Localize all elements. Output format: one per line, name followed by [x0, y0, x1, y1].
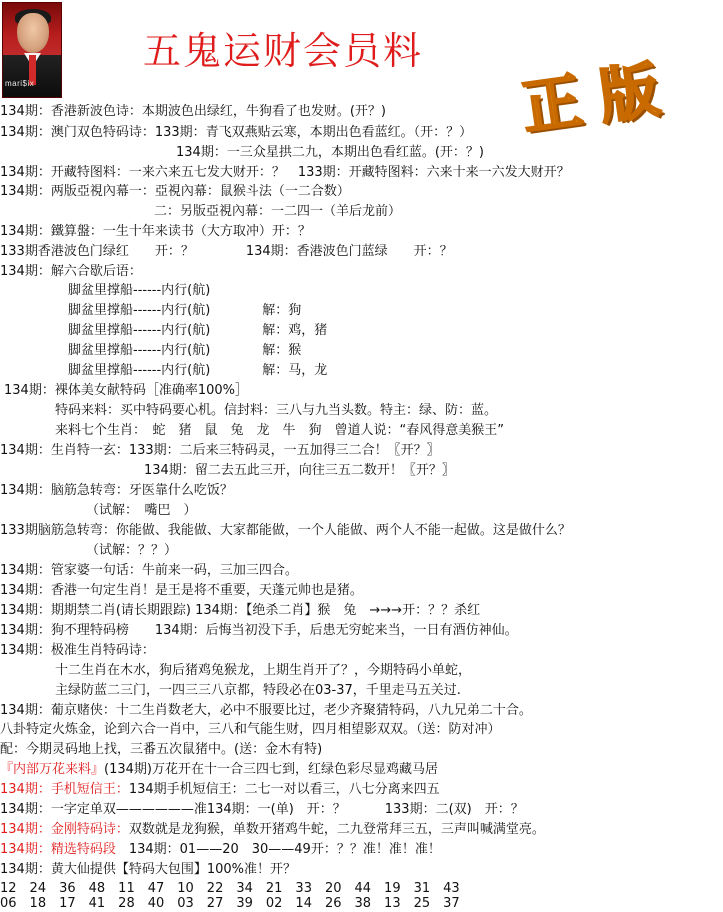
line-riddle-133-answer: （试解：？？） — [86, 543, 178, 558]
line-numbers-1: 12 24 36 48 11 47 10 22 34 21 33 20 44 19 31 43 — [0, 881, 460, 896]
jingang-text: 双数就是龙狗猴，单数开猪鸡牛蛇，二九登常拜三五，三声叫喊满堂亮。 — [128, 822, 545, 837]
line-huangdaxian: 134期：黄大仙提供【特码大包围】100%准！开？ — [0, 862, 296, 877]
neibu-text: (134期)万花开在十一合三四七到，红绿色彩尽显鸡藏马居 — [104, 762, 438, 777]
portrait-photo — [2, 2, 62, 98]
line-xiehouyu-4: 脚盆里撑船------内行(航) 解：猴 — [68, 343, 302, 358]
line-seven-zodiacs: 来料七个生肖： 蛇 猪 鼠 兔 龙 牛 狗 曾道人说：“春风得意美猴王” — [55, 423, 504, 438]
line-xiehouyu-5: 脚盆里撑船------内行(航) 解：马，龙 — [68, 363, 328, 378]
stamp-char-zheng: 正 — [517, 66, 587, 144]
line-jingxuan — [0, 842, 441, 858]
page-title: 五鬼运财会员料 — [143, 29, 424, 73]
line-macau-color-poem-2: 134期：一三众星拱二九，本期出色看红蓝。(开：？) — [176, 145, 484, 160]
line-xiehouyu-3: 脚盆里撑船------内行(航) 解：鸡，猪 — [68, 323, 328, 338]
line-atv-inside-2: 二：另版亞視內幕：一二四一（羊后龙前） — [154, 204, 402, 219]
zhengban-stamp — [515, 39, 684, 144]
portrait-face — [17, 13, 49, 53]
line-zodiac-poem-2: 主绿防蓝二三门，一四三三八京都，特段必在03-37，千里走马五关过. — [55, 683, 461, 698]
line-jingang-poem — [0, 822, 545, 838]
line-xiehouyu-head: 134期：解六合歇后语： — [0, 264, 142, 279]
line-riddle-134-answer: （试解： 嘴巴 ） — [86, 503, 197, 518]
jingxuan-lot: 134期： — [0, 842, 51, 857]
line-ban-two-zodiacs: 134期：期期禁二肖(请长期跟踪) 134期：【绝杀二肖】猴 兔 →→→开：？？杀红 — [0, 603, 481, 618]
line-xiehouyu-2: 脚盆里撑船------内行(航) 解：狗 — [68, 303, 302, 318]
label-jingang: 金刚特码诗： — [50, 822, 129, 837]
line-sms-king — [0, 782, 440, 798]
jingang-lot: 134期： — [0, 822, 51, 837]
line-kaicang-tu: 134期：开藏特图料：一来六来五七发大财开：？ 133期：开藏特图料：六来十来一六发大财开？ — [0, 165, 570, 180]
line-zodiac-mystery-2: 134期：留二去五此三开，向往三五二数开！〖开？〗 — [144, 463, 455, 478]
line-lisboa-knight: 134期：葡京赌侠：十二生肖数老大，必中不服要比过，老少齐聚猜特码，八九兄弟二十合。 — [0, 703, 532, 718]
sms-lot: 134期： — [0, 782, 51, 797]
photo-watermark: mari$ix — [5, 79, 35, 88]
line-housekeeper: 134期：管家婆一句话：牛前来一码，三加三四合。 — [0, 563, 298, 578]
line-neibu-wanhua — [0, 762, 438, 778]
line-zodiac-mystery-1: 134期：生肖特一玄：133期：二后来三特码灵，一五加得三二合！〖开？〗 — [0, 443, 440, 458]
line-xiehouyu-1: 脚盆里撑船------内行(航) — [68, 283, 211, 298]
line-numbers-2: 06 18 17 41 28 40 03 27 39 02 14 26 38 13 25 37 — [0, 896, 460, 911]
line-nude-beauty: 134期：裸体美女献特码［准确率100%］ — [4, 383, 248, 398]
line-bagua: 八卦特定火炼金，论到六合一肖中，三八和气能生财，四月相望影双双。（送：防对冲） — [0, 722, 501, 737]
label-sms: 手机短信王： — [50, 782, 129, 797]
jingxuan-text: 134期：01——20 30——49开：？？准！准！准！ — [115, 842, 441, 857]
line-hk-one-sentence: 134期：香港一句定生肖！是王是将不重要，天蓬元帅也是猪。 — [0, 583, 363, 598]
label-neibu: 『内部万花来料』 — [0, 762, 105, 777]
stamp-char-ban: 版 — [594, 55, 664, 133]
line-atv-inside-1: 134期：两版亞視內幕一：亞視內幕：鼠猴斗法（一二合数） — [0, 184, 350, 199]
line-riddle-133: 133期脑筋急转弯：你能做、我能做、大家都能做，一个人能做、两个人不能一起做。这是做什么？ — [0, 523, 571, 538]
line-pei: 配：今期灵码地上找，三番五次鼠猪中。(送：金木有特) — [0, 742, 323, 757]
line-dog-ignore: 134期：狗不理特码榜 134期：后悔当初没下手，后患无穷蛇来当，一日有酒仿神仙。 — [0, 623, 518, 638]
line-riddle-134: 134期：脑筋急转弯：牙医靠什么吃饭？ — [0, 483, 233, 498]
line-one-word-odd-even: 134期：一字定单双——————准134期：一(单) 开：？ 133期：二(双) 开：？ — [0, 802, 524, 817]
sms-text: 134期手机短信王：二七一对以看三，八七分离来四五 — [128, 782, 440, 797]
line-zodiac-poem-head: 134期：极准生肖特码诗： — [0, 643, 155, 658]
line-zodiac-poem-1: 十二生肖在木水，狗后猪鸡兔猴龙，上期生肖开了？，今期特码小单蛇， — [55, 663, 472, 678]
line-iron-abacus: 134期：鐵算盤：一生十年来读书（大方取冲）开：？ — [0, 224, 311, 239]
line-hk-color-poem: 134期：香港新波色诗：本期波色出绿红，牛狗看了也发财。(开？) — [0, 104, 386, 119]
label-jingxuan: 精选特码段 — [50, 842, 116, 857]
line-tema-source: 特码来料：买中特码要心机。信封料：三八与九当头数。特主：绿、防：蓝。 — [55, 403, 498, 418]
line-hk-wave-color: 133期香港波色门绿红 开：？ 134期：香港波色门蓝绿 开：？ — [0, 244, 453, 259]
line-macau-color-poem: 134期：澳门双色特码诗：133期：青飞双燕贴云寒，本期出色看蓝红。（开：？） — [0, 125, 473, 140]
